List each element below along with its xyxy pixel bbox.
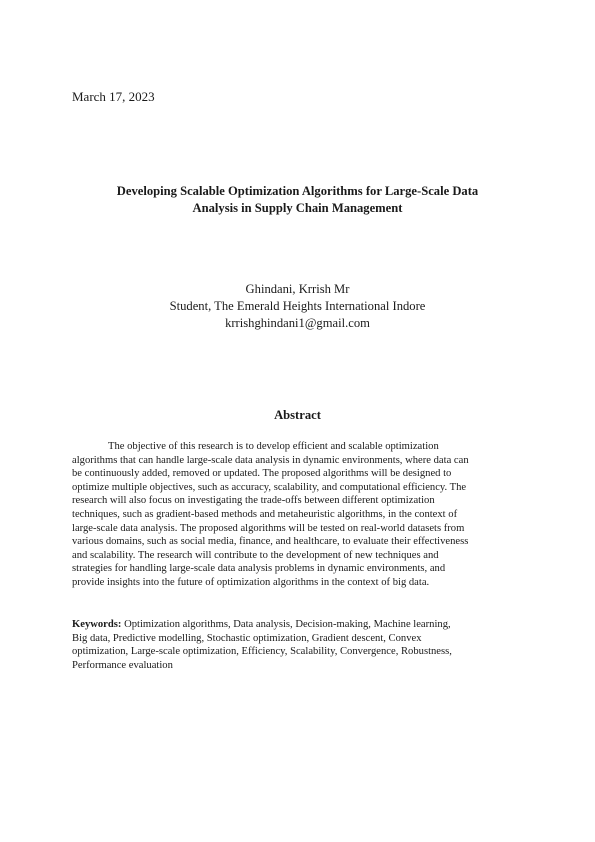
author-affiliation: Student, The Emerald Heights International Indore <box>169 299 426 313</box>
abstract-line: strategies for handling large-scale data analysis problems in dynamic environments, and <box>72 563 446 575</box>
paper-title <box>60 183 535 217</box>
abstract-line: research will also focus on investigating the trade-offs between different optimization <box>72 495 435 507</box>
abstract-line: provide insights into the future of optimization algorithms in the context of big data. <box>72 576 430 588</box>
keywords-section <box>72 618 523 672</box>
keywords-line: Big data, Predictive modelling, Stochastic optimization, Gradient descent, Convex <box>72 632 422 644</box>
paper-title-line: Analysis in Supply Chain Management <box>192 201 403 215</box>
author-name: Ghindani, Krrish Mr <box>245 282 350 296</box>
paper-title-line: Developing Scalable Optimization Algorithms for Large-Scale Data <box>116 184 479 198</box>
abstract-line: The objective of this research is to develop efficient and scalable optimization <box>108 441 439 452</box>
abstract-heading: Abstract <box>274 408 321 422</box>
abstract-line: algorithms that can handle large-scale data analysis in dynamic environments, where data can <box>72 454 469 466</box>
document-date: March 17, 2023 <box>72 89 155 104</box>
keywords-label: Keywords: <box>72 619 122 630</box>
abstract-line: and scalability. The research will contribute to the development of new techniques and <box>72 549 439 561</box>
abstract-line: optimize multiple objectives, such as accuracy, scalability, and computational efficiency. The <box>72 481 467 493</box>
keywords-line: Performance evaluation <box>72 659 173 671</box>
abstract-body <box>72 440 523 590</box>
abstract-line: techniques, such as gradient-based methods and metaheuristic algorithms, in the context of <box>72 508 458 520</box>
author-email: krrishghindani1@gmail.com <box>225 316 370 330</box>
keywords-line <box>72 618 523 632</box>
abstract-line: various domains, such as social media, finance, and healthcare, to evaluate their effectiveness <box>72 536 469 548</box>
keywords-text: Optimization algorithms, Data analysis, Decision-making, Machine learning, <box>121 619 451 630</box>
keywords-line: optimization, Large-scale optimization, Efficiency, Scalability, Convergence, Robustness, <box>72 646 452 658</box>
abstract-line: be continuously added, removed or updated. The proposed algorithms will be designed to <box>72 468 452 480</box>
abstract-line: large-scale data analysis. The proposed algorithms will be tested on real-world datasets from <box>72 522 465 534</box>
author-block <box>100 281 495 332</box>
